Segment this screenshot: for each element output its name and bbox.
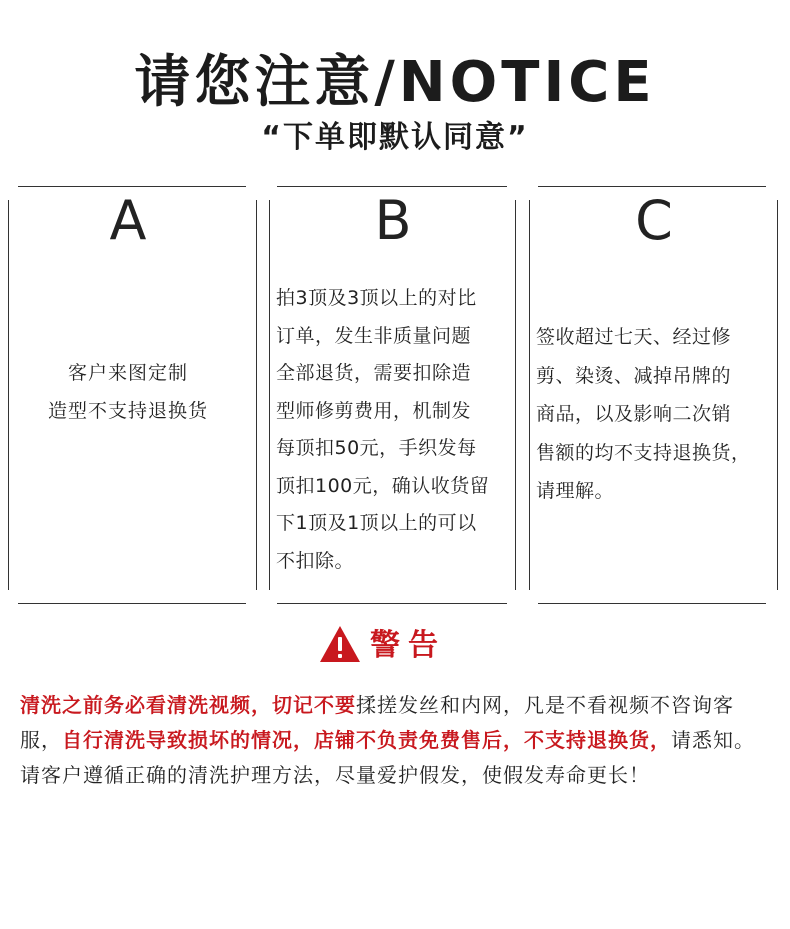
text-line: 剪、染烫、减掉吊牌的 bbox=[536, 364, 732, 387]
warning-header bbox=[0, 624, 790, 672]
text-line: 商品，以及影响二次销 bbox=[536, 403, 732, 425]
column-text bbox=[276, 280, 516, 580]
warning-paragraph bbox=[20, 688, 772, 793]
column-text bbox=[536, 318, 776, 511]
divider bbox=[538, 186, 766, 187]
text-line: 签收超过七天、经过修 bbox=[536, 326, 732, 348]
text-line: 请理解。 bbox=[536, 480, 615, 502]
notice-column-a bbox=[8, 186, 248, 604]
text-line: 全部退货，需要扣除造 bbox=[276, 362, 472, 384]
divider bbox=[777, 200, 778, 590]
text-line: 造型不支持退换货 bbox=[47, 400, 208, 422]
page-subtitle: “下单即默认同意” bbox=[261, 120, 529, 155]
warning-triangle-icon bbox=[318, 624, 362, 664]
notice-column-b bbox=[269, 186, 517, 604]
column-letter: A bbox=[109, 189, 147, 252]
divider bbox=[529, 200, 530, 590]
divider bbox=[18, 186, 246, 187]
warning-label: 警告 bbox=[370, 628, 446, 663]
divider bbox=[538, 603, 766, 604]
column-letter: B bbox=[374, 189, 412, 252]
divider bbox=[277, 186, 507, 187]
divider bbox=[256, 200, 257, 590]
text-line: 不扣除。 bbox=[276, 549, 355, 572]
divider bbox=[18, 603, 246, 604]
column-letter: C bbox=[635, 189, 673, 252]
text-line: 顶扣100元，确认收货留 bbox=[276, 474, 490, 497]
text-line: 客户来图定制 bbox=[67, 362, 188, 384]
text-line: 型师修剪费用，机制发 bbox=[276, 399, 472, 422]
page-title: 请您注意/NOTICE bbox=[134, 50, 656, 115]
warning-emphasis-text: 自行清洗导致损坏的情况，店铺不负责免费售后，不支持退换货， bbox=[62, 728, 671, 752]
warning-text: 揉搓发丝和内网，凡是不看视频不咨询客服， bbox=[20, 693, 734, 752]
text-line: 订单，发生非质量问题 bbox=[276, 324, 472, 347]
warning-emphasis-text: 清洗之前务必看清洗视频，切记不要 bbox=[20, 693, 356, 717]
text-line: 下1顶及1顶以上的可以 bbox=[276, 512, 477, 534]
divider bbox=[277, 603, 507, 604]
column-text bbox=[8, 354, 248, 430]
divider bbox=[269, 200, 270, 590]
text-line: 拍3顶及3顶以上的对比 bbox=[276, 287, 477, 309]
text-line: 售额的均不支持退换货， bbox=[536, 441, 751, 464]
warning-text: 请悉知。请客户遵循正确的清洗护理方法，尽量爱护假发，使假发寿命更长！ bbox=[20, 728, 755, 787]
notice-column-c bbox=[529, 186, 779, 604]
text-line: 每顶扣50元，手织发每 bbox=[276, 437, 477, 459]
